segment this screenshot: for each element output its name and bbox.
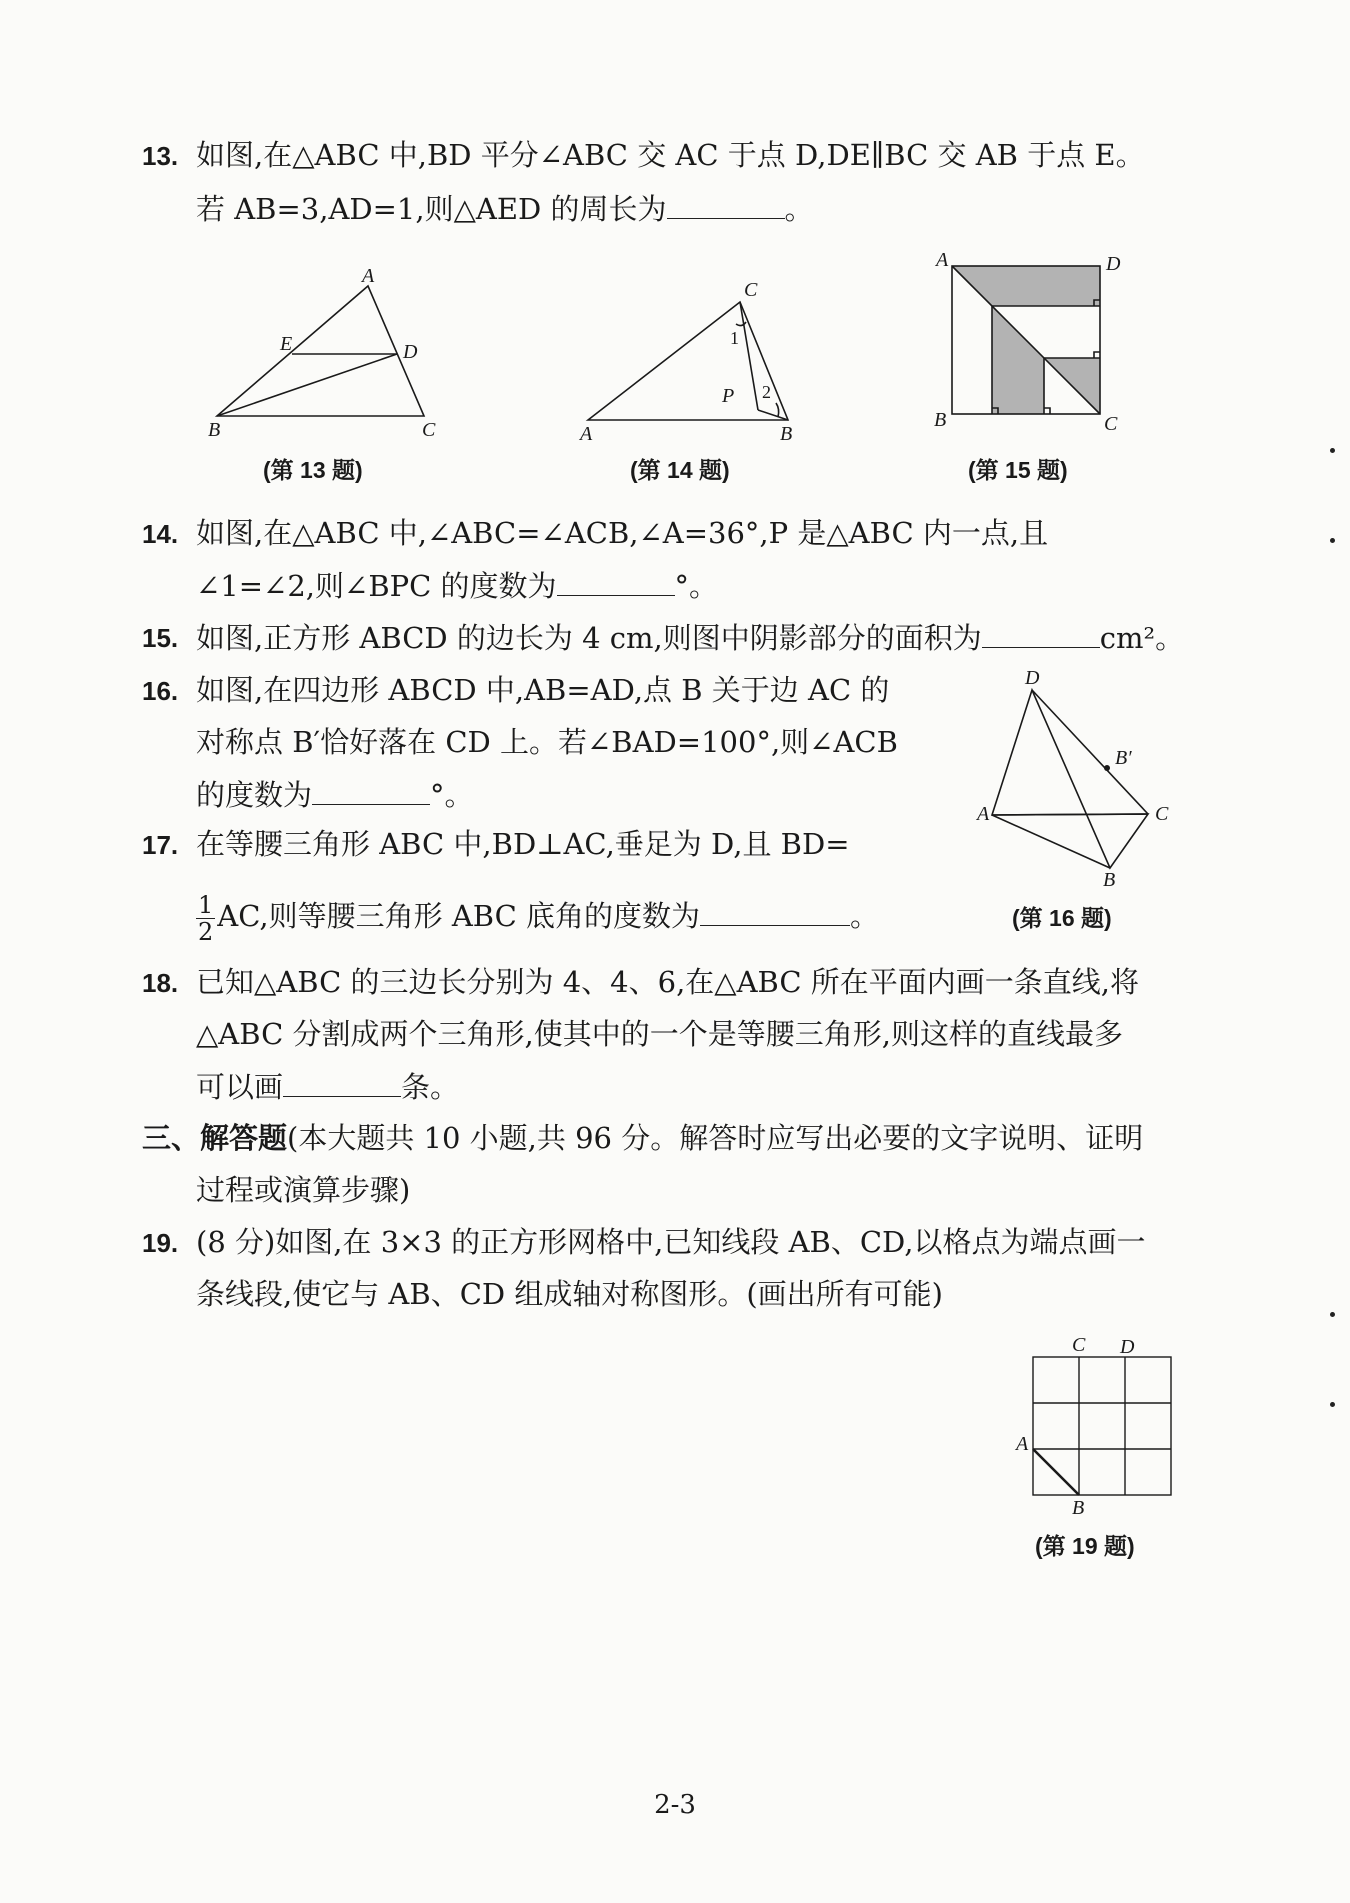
- question-16-text: 的度数为: [196, 778, 313, 812]
- answer-blank-14[interactable]: [557, 565, 675, 596]
- section-3-title: 三、解答题: [142, 1123, 288, 1155]
- question-13-line-2: [196, 188, 814, 229]
- question-19-number: 19.: [142, 1228, 179, 1258]
- question-18-line-3: [196, 1066, 459, 1107]
- figure-13-caption: (第 13 题): [263, 457, 363, 483]
- question-16-line-3: [196, 774, 474, 815]
- question-13-line-1: 如图,在△ABC 中,BD 平分∠ABC 交 AC 于点 D,DE∥BC 交 AB 于点 E。: [196, 138, 1145, 172]
- angle-1-label: 1: [730, 328, 739, 348]
- question-15-unit: cm²。: [1099, 621, 1185, 655]
- label-b: B: [1103, 869, 1116, 888]
- point-b-prime: [1104, 765, 1110, 771]
- figure-13-triangle: [200, 268, 450, 438]
- question-16-line-2: 对称点 B′恰好落在 CD 上。若∠BAD=100°,则∠ACB: [196, 725, 898, 759]
- question-14-line-1: 如图,在△ABC 中,∠ABC=∠ACB,∠A=36°,P 是△ABC 内一点,且: [196, 516, 1049, 550]
- label-d: D: [1106, 253, 1121, 275]
- figure-14-triangle: [570, 272, 810, 447]
- margin-mark: [1330, 1402, 1335, 1407]
- figure-19-grid: [1010, 1330, 1180, 1520]
- label-p: P: [722, 385, 735, 407]
- question-14-text: ∠1=∠2,则∠BPC 的度数为: [196, 569, 557, 603]
- question-17-end: 。: [850, 899, 880, 933]
- question-19-line-2: 条线段,使它与 AB、CD 组成轴对称图形。(画出所有可能): [196, 1277, 943, 1311]
- label-c: C: [744, 279, 758, 301]
- question-15-number: 15.: [142, 623, 179, 653]
- answer-blank-15[interactable]: [982, 617, 1100, 648]
- question-13-end: 。: [784, 192, 814, 226]
- figure-15-caption: (第 15 题): [968, 457, 1068, 483]
- question-18-line-2: △ABC 分割成两个三角形,使其中的一个是等腰三角形,则这样的直线最多: [196, 1017, 1123, 1051]
- question-17-number: 17.: [142, 830, 179, 860]
- answer-blank-18[interactable]: [283, 1066, 401, 1097]
- page-number: 2-3: [654, 1790, 696, 1820]
- question-13-number: 13.: [142, 141, 179, 171]
- question-18-line-1: 已知△ABC 的三边长分别为 4、4、6,在△ABC 所在平面内画一条直线,将: [196, 965, 1140, 999]
- label-c: C: [1072, 1334, 1086, 1356]
- label-d: D: [1120, 1336, 1135, 1358]
- margin-mark: [1330, 448, 1335, 453]
- question-18-end: 条。: [401, 1070, 460, 1104]
- question-17-line-2: [196, 886, 879, 946]
- margin-mark: [1330, 1312, 1335, 1317]
- label-c: C: [1155, 803, 1169, 825]
- question-17-line-1: 在等腰三角形 ABC 中,BD⊥AC,垂足为 D,且 BD=: [196, 827, 850, 861]
- figure-19-caption: (第 19 题): [1035, 1533, 1135, 1559]
- figure-16-quadrilateral: [975, 668, 1185, 888]
- label-b-prime: B′: [1115, 747, 1132, 769]
- question-15-text: 如图,正方形 ABCD 的边长为 4 cm,则图中阴影部分的面积为: [196, 621, 982, 655]
- label-a: A: [936, 250, 949, 271]
- label-c: C: [1104, 413, 1118, 435]
- label-a: A: [977, 803, 990, 825]
- figure-15-square: [930, 250, 1140, 440]
- question-16-line-1: 如图,在四边形 ABCD 中,AB=AD,点 B 关于边 AC 的: [196, 673, 890, 707]
- question-15-line: [196, 617, 1184, 658]
- question-13-text: 若 AB=3,AD=1,则△AED 的周长为: [196, 192, 667, 226]
- section-3-instructions: (本大题共 10 小题,共 96 分。解答时应写出必要的文字说明、证明: [287, 1121, 1144, 1155]
- figure-16-caption: (第 16 题): [1012, 905, 1112, 931]
- question-16-number: 16.: [142, 676, 179, 706]
- answer-blank-17[interactable]: [700, 895, 850, 926]
- margin-mark: [1330, 538, 1335, 543]
- section-3-line-2: 过程或演算步骤): [196, 1173, 411, 1207]
- answer-blank-13[interactable]: [667, 188, 785, 219]
- question-16-end: °。: [430, 778, 474, 812]
- label-b: B: [208, 419, 221, 438]
- figure-14-caption: (第 14 题): [630, 457, 730, 483]
- question-18-text: 可以画: [196, 1070, 284, 1104]
- section-3-heading: [142, 1118, 1143, 1159]
- label-d: D: [403, 341, 418, 363]
- question-19-line-1: (8 分)如图,在 3×3 的正方形网格中,已知线段 AB、CD,以格点为端点画一: [196, 1225, 1146, 1259]
- label-b: B: [934, 409, 947, 431]
- question-14-line-2: [196, 565, 718, 606]
- label-b: B: [780, 423, 793, 445]
- label-c: C: [422, 419, 436, 438]
- angle-2-label: 2: [762, 382, 771, 402]
- label-d: D: [1025, 668, 1040, 689]
- question-14-end: °。: [674, 569, 719, 603]
- answer-blank-16[interactable]: [312, 774, 430, 805]
- label-a: A: [362, 268, 375, 287]
- question-18-number: 18.: [142, 968, 179, 998]
- label-b: B: [1072, 1497, 1085, 1519]
- fraction-one-half: $\frac{1}{2}$: [198, 890, 214, 946]
- label-a: A: [580, 423, 593, 445]
- question-14-number: 14.: [142, 519, 179, 549]
- label-a: A: [1016, 1433, 1029, 1455]
- label-e: E: [280, 333, 293, 355]
- question-17-text: AC,则等腰三角形 ABC 底角的度数为: [217, 899, 701, 933]
